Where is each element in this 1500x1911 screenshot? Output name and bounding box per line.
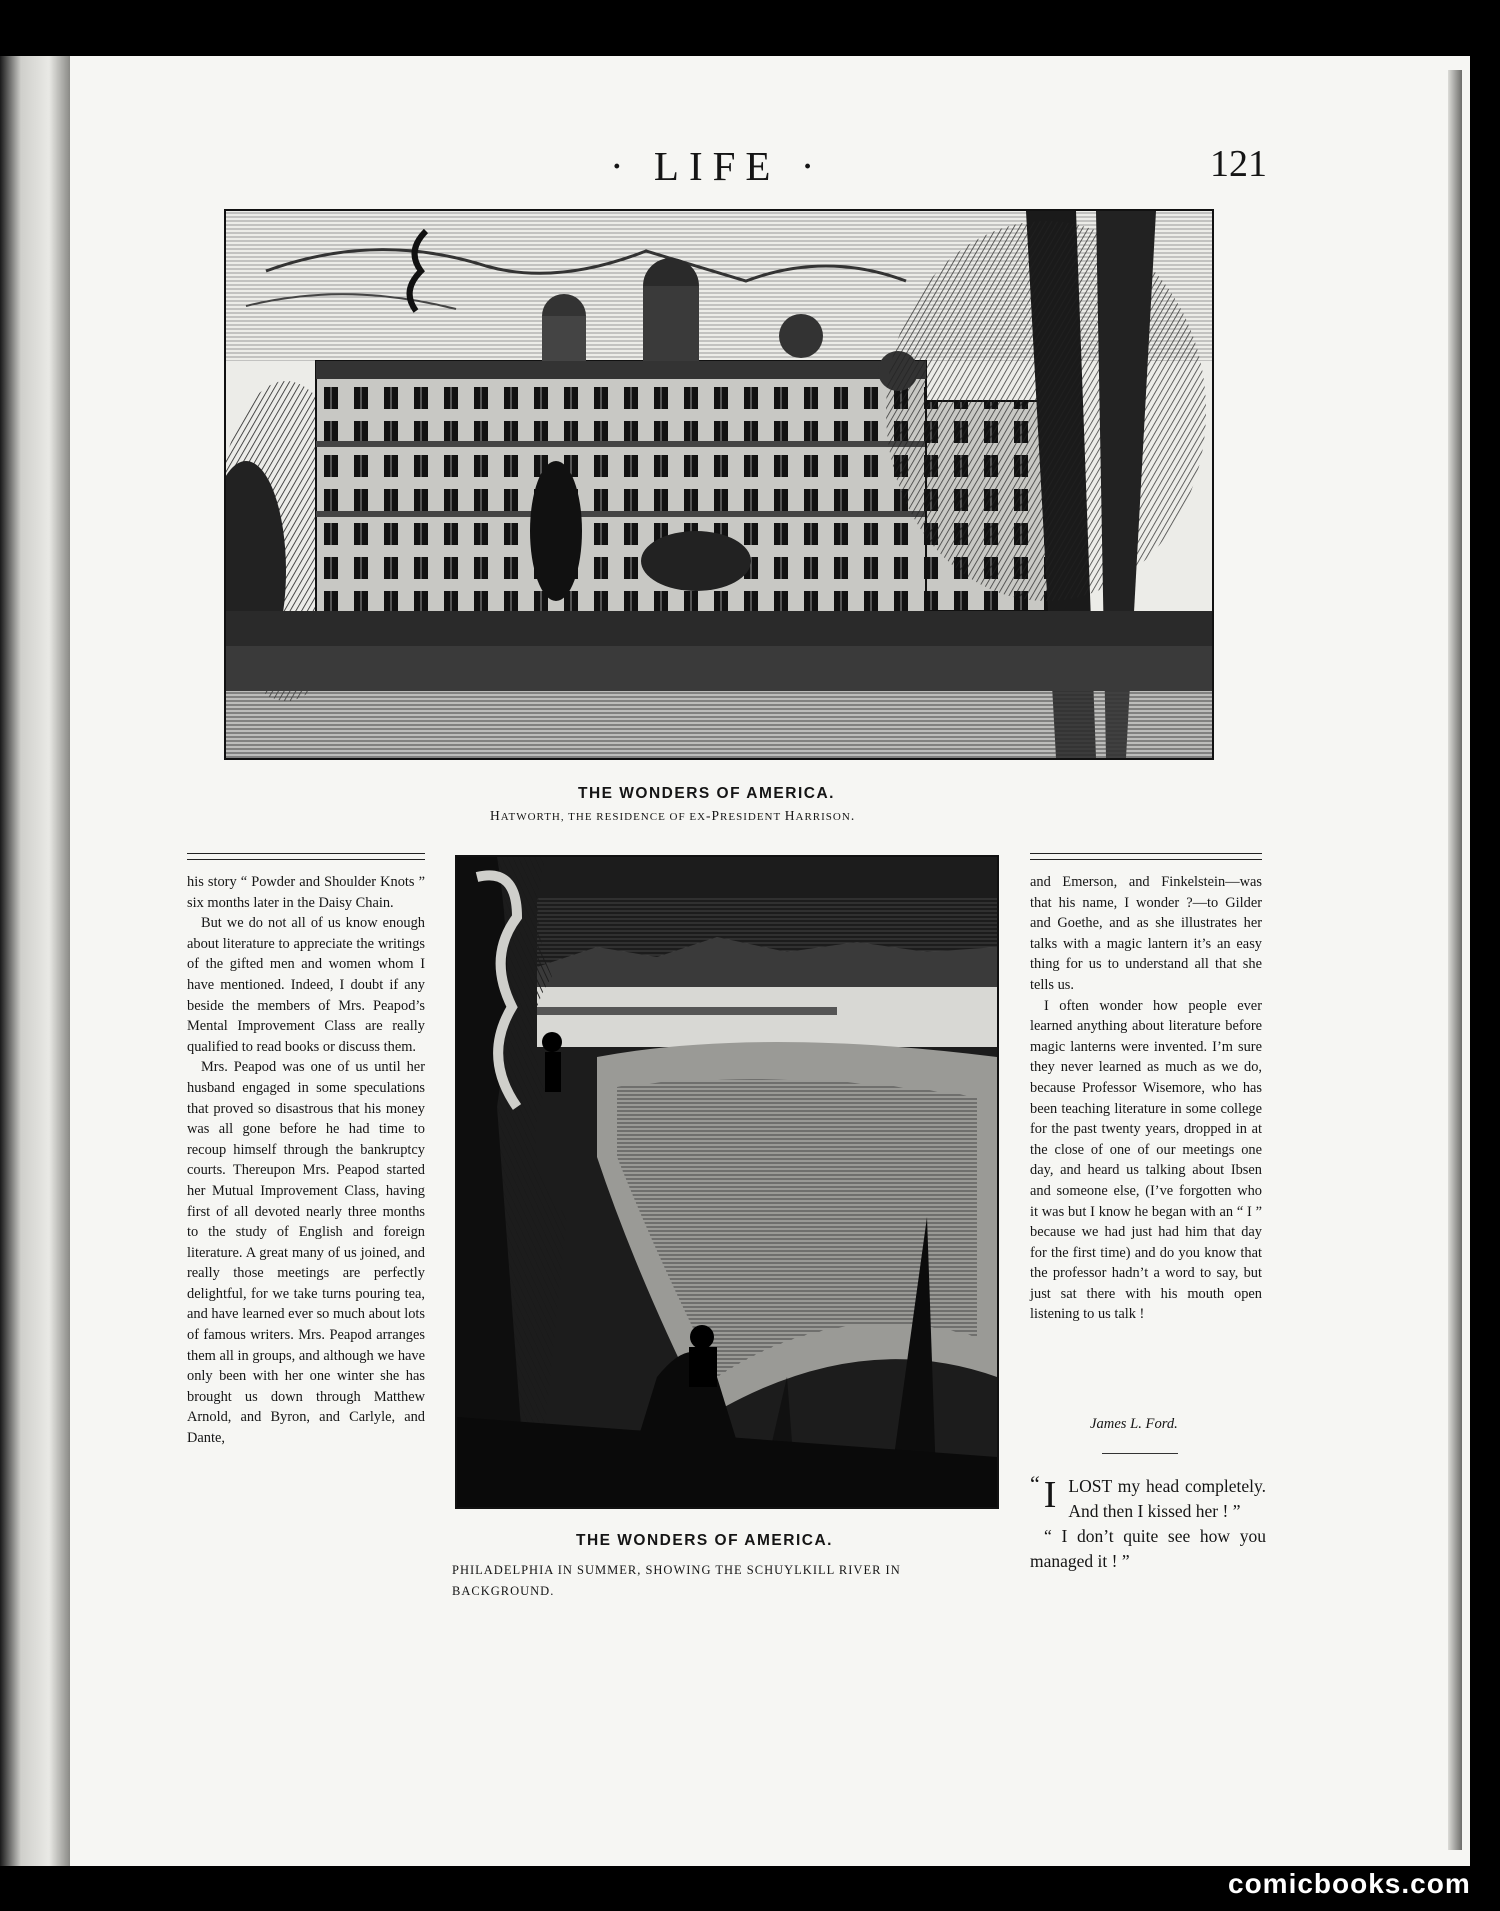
open-quote: “ bbox=[1030, 1471, 1040, 1496]
masthead: · LIFE · bbox=[610, 143, 825, 189]
left-column-text bbox=[187, 872, 425, 1449]
joke-line-1: LOST my head completely. And then I kissed her ! ” bbox=[1068, 1476, 1266, 1521]
left-para-1: his story “ Powder and Shoulder Knots ” six months later in the Daisy Chain. bbox=[187, 874, 425, 911]
drop-cap: I bbox=[1043, 1474, 1057, 1516]
mansion-engraving bbox=[224, 209, 1214, 760]
joke-text bbox=[1030, 1471, 1266, 1574]
right-para-1: and Emerson, and Finkelstein—was that his name, I wonder ?—to Gilder and Goethe, and as she illustrates her talks with a magic lantern it’s an easy thing for us to understand all that she tells us. bbox=[1030, 874, 1262, 993]
separator-rule bbox=[1102, 1453, 1178, 1454]
right-para-2: I often wonder how people ever learned anything about literature before magic lanterns were invented. I’m sure they never learned as much as we do, because Professor Wisemore, who has been teaching literature in some college for the past twenty years, dropped in at the close of one of our meetings one day, and heard us talking about Ibsen and someone else, (I’ve forgotten who it was but I know he began with an “ I ” because we had just had him that day for the first time) and do you know that the professor hadn’t a word to say, but just sat there with his mouth open listening to us talk ! bbox=[1030, 997, 1262, 1323]
joke-line-2: “ I don’t quite see how you managed it ! ” bbox=[1030, 1526, 1266, 1571]
author-signature: James L. Ford. bbox=[1090, 1416, 1178, 1432]
middle-caption-line-2: BACKGROUND. bbox=[452, 1584, 555, 1598]
page-edge bbox=[1448, 70, 1462, 1850]
page-number: 121 bbox=[1210, 143, 1267, 185]
middle-caption-title: THE WONDERS OF AMERICA. bbox=[576, 1532, 833, 1549]
top-caption-subtitle: HATWORTH, THE RESIDENCE OF EX-PRESIDENT HARRISON. bbox=[490, 808, 856, 823]
left-para-3: Mrs. Peapod was one of us until her husband engaged in some speculations that proved so disastrous that his money was all gone before he had time to recoup himself through the bankruptcy courts. Thereupon Mrs. Peapod started her Mutual Improvement Class, having first of all devoted nearly three months to the study of English and foreign literature. A great many of us joined, and really those meetings are perfectly delightful, for we take turns pouring tea, and have learned ever so much about lots of famous writers. Mrs. Peapod arranges them all in groups, and although we have only been with her one winter she has brought us down through Matthew Arnold, and Byron, and Carlyle, and Dante, bbox=[187, 1059, 425, 1447]
top-caption-title: THE WONDERS OF AMERICA. bbox=[578, 785, 835, 802]
watermark: comicbooks.com bbox=[1228, 1868, 1471, 1899]
book-spine bbox=[0, 56, 70, 1866]
right-column-text bbox=[1030, 872, 1262, 1325]
right-column-rule bbox=[1030, 853, 1262, 860]
river-engraving bbox=[455, 855, 999, 1509]
left-para-2: But we do not all of us know enough about literature to appreciate the writings of the gifted men and women whom I have mentioned. Indeed, I doubt if any beside the members of Mrs. Peapod’s Mental Improvement Class are really qualified to read books or discuss them. bbox=[187, 915, 425, 1055]
left-column-rule bbox=[187, 853, 425, 860]
middle-caption-line-1: PHILADELPHIA IN SUMMER, SHOWING THE SCHUYLKILL RIVER IN bbox=[452, 1563, 901, 1577]
